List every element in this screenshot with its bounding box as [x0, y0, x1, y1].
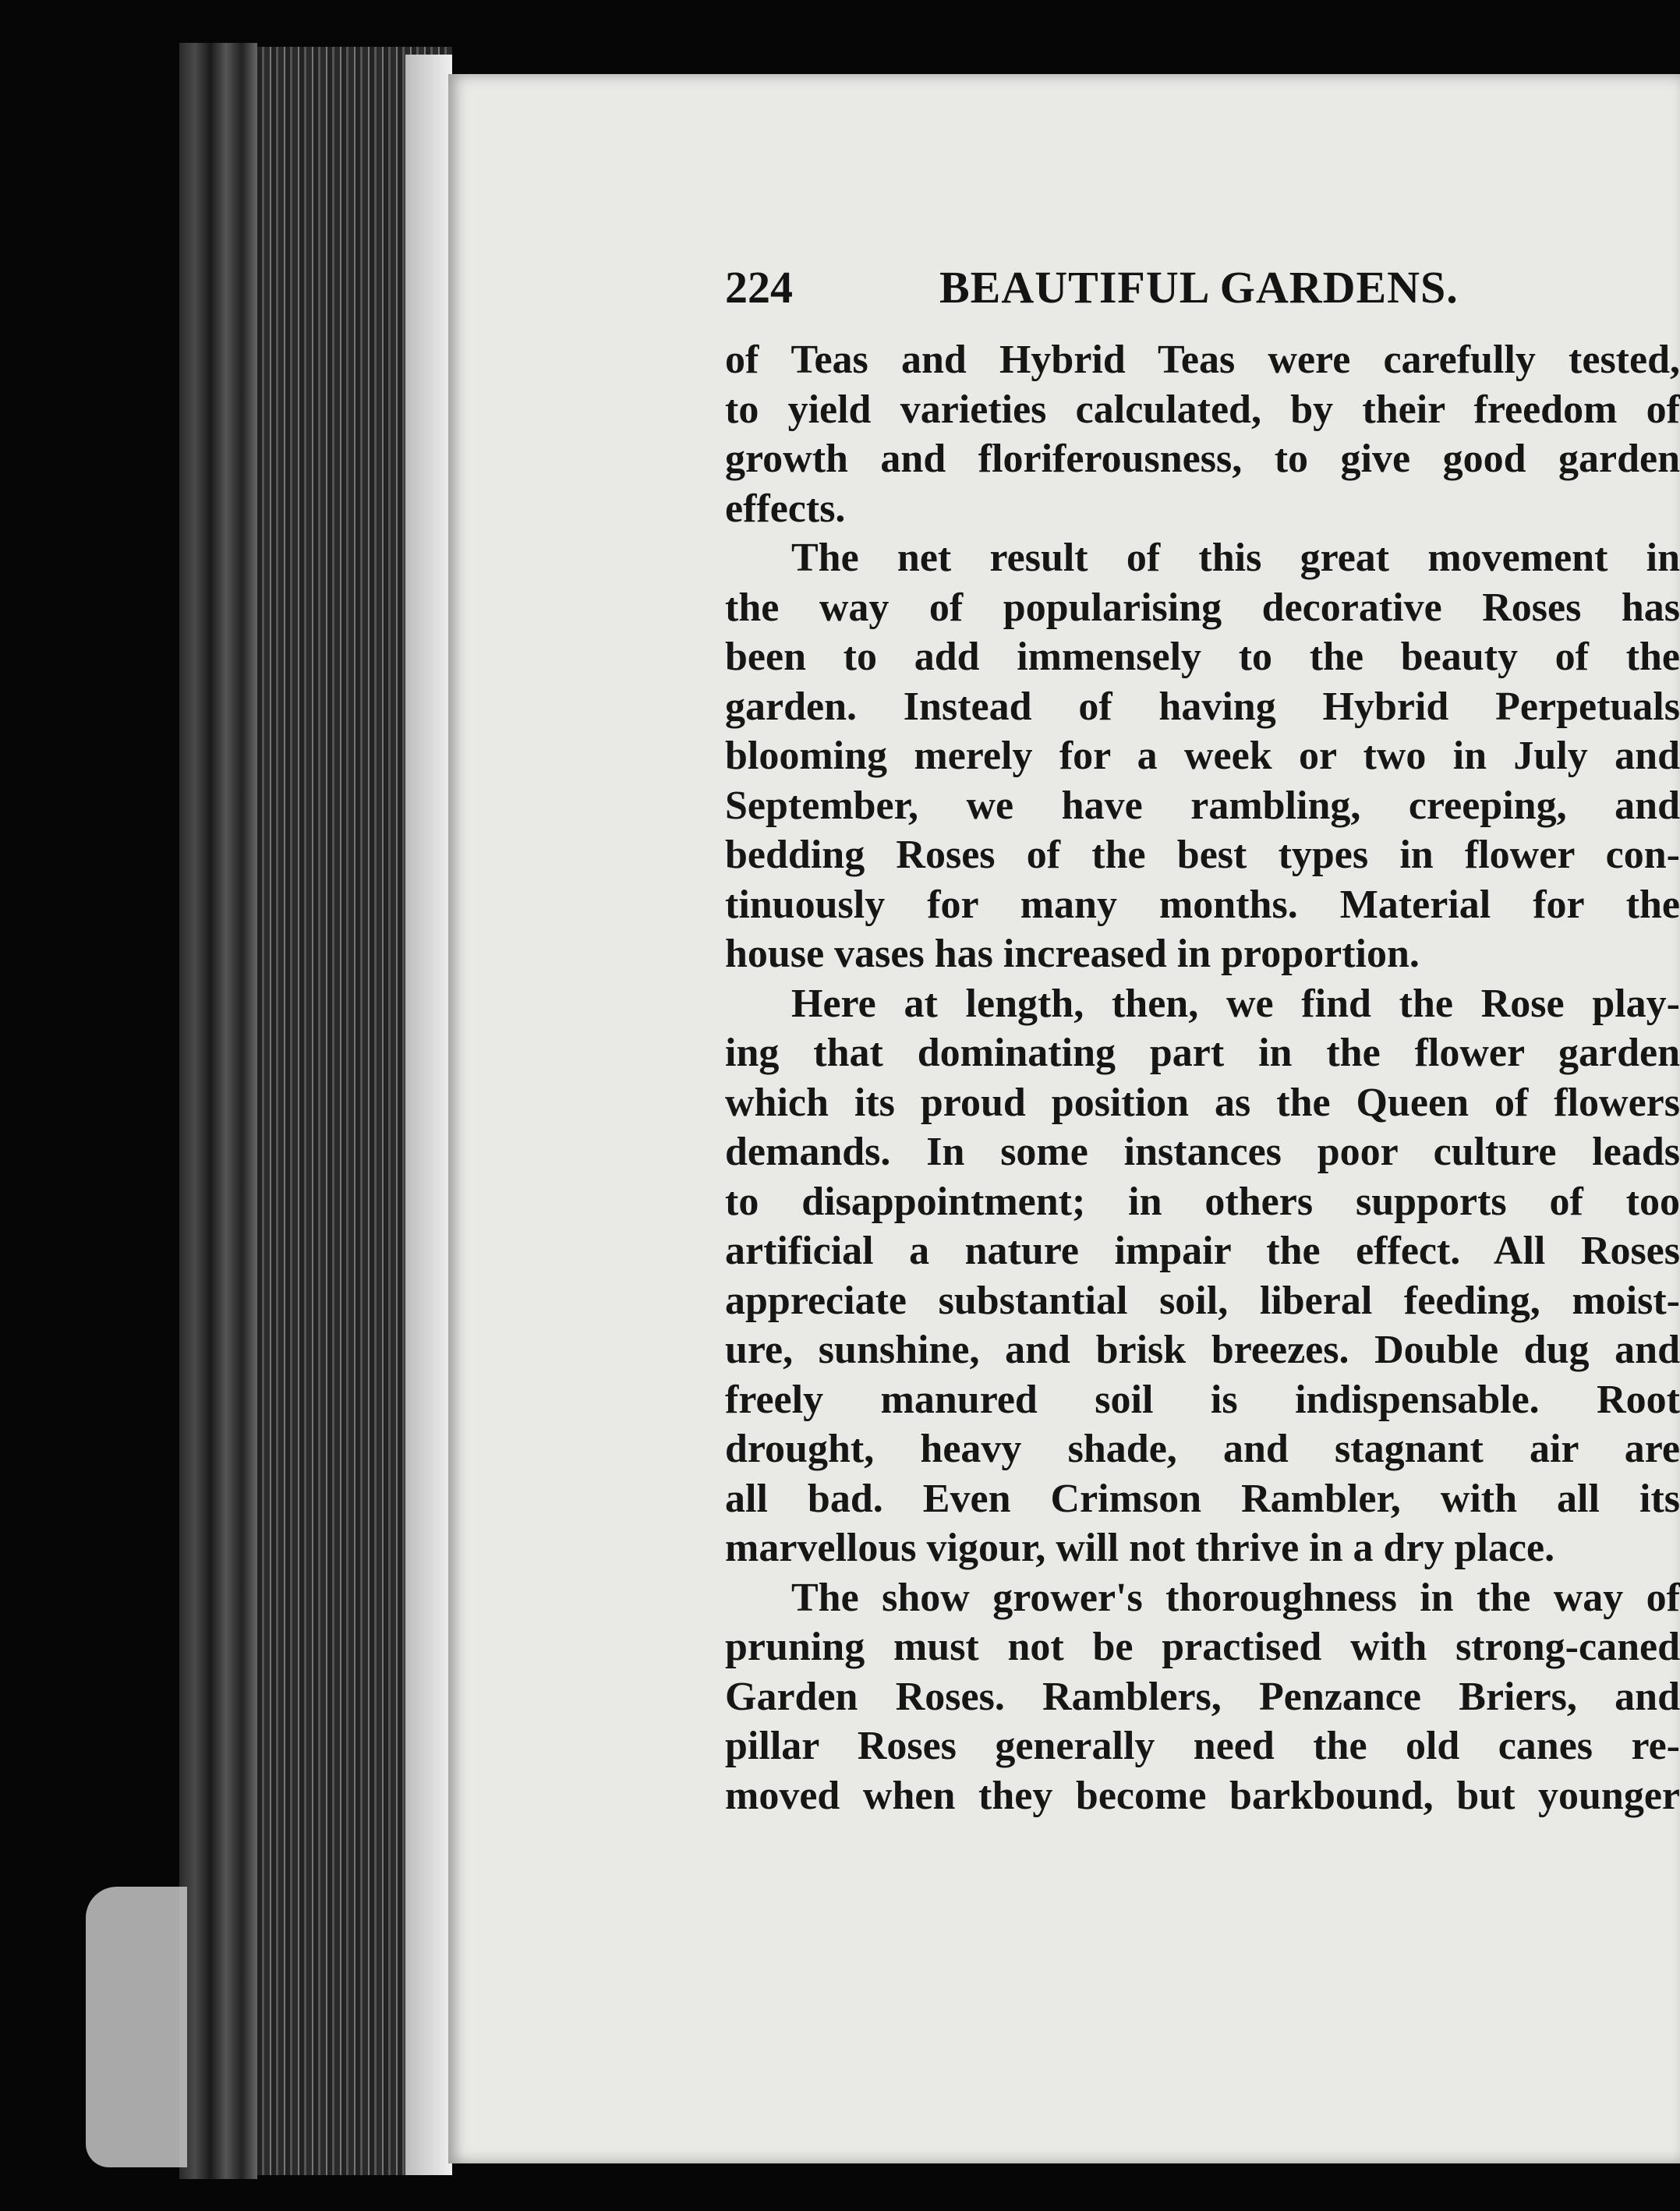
text-line: drought, heavy shade, and stagnant air are [725, 1427, 1680, 1471]
page-edge-strip [405, 55, 452, 2175]
text-line: growth and floriferousness, to give good garden [725, 437, 1680, 481]
text-line: bedding Roses of the best types in flower con- [725, 833, 1680, 877]
text-line: Here at length, then, we find the Rose play- [791, 981, 1680, 1026]
text-line: artificial a nature impair the effect. All Roses [725, 1229, 1680, 1273]
text-line: The show grower's thoroughness in the way of [791, 1575, 1680, 1620]
text-line: all bad. Even Crimson Rambler, with all its [725, 1476, 1680, 1521]
text-line: moved when they become barkbound, but younger [725, 1773, 1680, 1818]
text-line: demands. In some instances poor culture leads [725, 1130, 1680, 1174]
text-line: effects. [725, 486, 846, 531]
text-line: tinuously for many months. Material for the [725, 882, 1680, 927]
text-line: blooming merely for a week or two in July and [725, 734, 1680, 778]
running-title: BEAUTIFUL GARDENS. [939, 262, 1459, 313]
text-line: freely manured soil is indispensable. Root [725, 1377, 1680, 1422]
page-header [725, 261, 1680, 316]
body-text [725, 335, 1680, 1820]
torn-page-corner [86, 1887, 187, 2167]
text-line: to disappointment; in others supports of too [725, 1179, 1680, 1224]
text-line: ing that dominating part in the flower garden [725, 1031, 1680, 1075]
text-line: ure, sunshine, and brisk breezes. Double dug and [725, 1328, 1680, 1372]
text-line: Garden Roses. Ramblers, Penzance Briers, and [725, 1674, 1680, 1719]
text-line: pruning must not be practised with strong-caned [725, 1625, 1680, 1669]
text-line: been to add immensely to the beauty of the [725, 635, 1680, 679]
text-line: the way of popularising decorative Roses has [725, 585, 1680, 630]
text-line: appreciate substantial soil, liberal feeding, moist- [725, 1278, 1680, 1323]
text-line: September, we have rambling, creeping, and [725, 783, 1680, 828]
text-line: of Teas and Hybrid Teas were carefully tested, [725, 338, 1680, 382]
text-line: marvellous vigour, will not thrive in a dry place. [725, 1526, 1555, 1570]
text-line: house vases has increased in proportion. [725, 932, 1420, 976]
page-number: 224 [725, 262, 793, 313]
text-line: The net result of this great movement in [791, 536, 1680, 580]
book-spine [179, 43, 257, 2179]
text-line: garden. Instead of having Hybrid Perpetuals [725, 684, 1680, 729]
text-line: to yield varieties calculated, by their freedom of [725, 387, 1680, 432]
text-line: which its proud position as the Queen of flowers [725, 1080, 1680, 1125]
text-line: pillar Roses generally need the old canes re- [725, 1724, 1680, 1768]
